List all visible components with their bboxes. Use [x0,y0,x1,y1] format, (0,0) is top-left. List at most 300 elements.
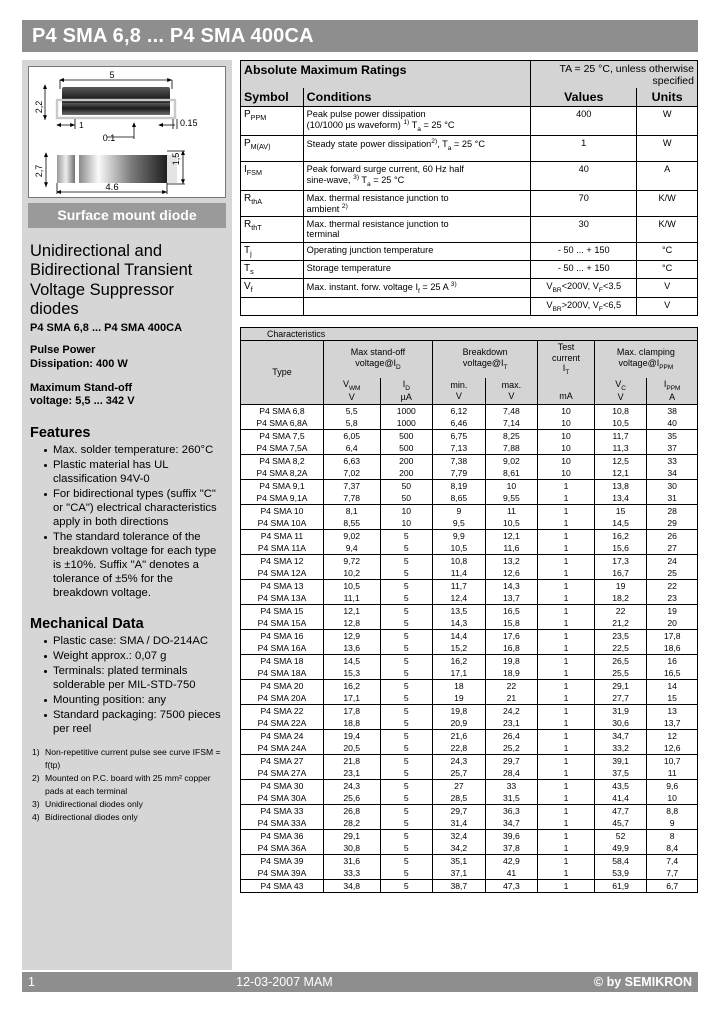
cell-value: 1000 [380,417,433,430]
cell-value: 35,1 [433,854,486,867]
cell-value: 6,05 [323,429,380,442]
cell-value: 16,8 [485,642,538,655]
cell-value: 11 [647,767,698,780]
list-item: Plastic material has UL classification 94V-0 [44,458,224,486]
amr-symbol: $P_{PPM}$ [241,107,304,136]
cell-type: P4 SMA 39 [241,854,324,867]
cell-value: 22 [485,679,538,692]
table-header-row [241,61,698,89]
cell-value: 41,4 [594,792,647,805]
cell-type: P4 SMA 33 [241,804,324,817]
cell-value: 42,9 [485,854,538,867]
cell-value: 1 [538,567,595,580]
characteristics-title: Characteristics [241,327,698,340]
cell-value: 10,8 [433,554,486,567]
footnote [32,798,224,810]
cell-value: 1 [538,479,595,492]
cell-value: 14,3 [485,579,538,592]
cell-type: P4 SMA 33A [241,817,324,830]
cell-value: 14,5 [323,654,380,667]
cell-value: 13,7 [647,717,698,730]
table-row [241,779,698,792]
footnote-marker: 2) [32,773,40,784]
cell-value: 18,8 [323,717,380,730]
cell-type: P4 SMA 8,2A [241,467,324,480]
package-caption: Surface mount diode [28,203,226,228]
cell-value: 37,8 [485,842,538,855]
cell-value: 11,3 [594,442,647,455]
cell-value: 31,5 [485,792,538,805]
table-row [241,504,698,517]
cell-value: 1 [538,654,595,667]
cell-type: P4 SMA 43 [241,879,324,892]
cell-value: 11 [485,504,538,517]
cell-value: 38,7 [433,879,486,892]
standoff-line-2: voltage: 5,5 ... 342 V [30,395,135,408]
footnotes-list [30,746,224,824]
table-row [241,467,698,480]
cell-value: 31 [647,492,698,505]
table-row [241,417,698,430]
table-row [241,642,698,655]
cell-value: 18 [433,679,486,692]
cell-value: 23 [647,592,698,605]
standoff-line-1: Maximum Stand-off [30,381,133,394]
cell-value: 23,5 [594,629,647,642]
cell-value: 5 [380,567,433,580]
cell-value: 7,37 [323,479,380,492]
cell-value: 9,9 [433,529,486,542]
list-item: Mounting position: any [44,693,224,707]
cell-value: 1 [538,617,595,630]
table-row [241,829,698,842]
cell-value: 1 [538,717,595,730]
amr-symbol: $T_j$ [241,242,304,260]
col-type: Type [241,340,324,404]
cell-value: 12,1 [485,529,538,542]
svg-text:2,2: 2,2 [34,100,44,114]
cell-value: 18,2 [594,592,647,605]
cell-value: 7,78 [323,492,380,505]
cell-value: 10 [538,454,595,467]
cell-value: 5,5 [323,404,380,417]
table-row [241,529,698,542]
amr-conditions: Steady state power dissipation$^{2)}$, $T_a = 25$ °C [303,135,530,161]
table-row [241,567,698,580]
amr-symbol [241,297,304,315]
cell-value: 50 [380,479,433,492]
col-symbol: Symbol [241,88,304,107]
cell-value: 27 [433,779,486,792]
cell-value: 27,7 [594,692,647,705]
footnote-text: Non-repetitive current pulse see curve IFSM = f(tp) [45,747,221,770]
cell-value: 5 [380,579,433,592]
page-title: P4 SMA 6,8 ... P4 SMA 400CA [22,20,698,52]
cell-value: 17,3 [594,554,647,567]
cell-type: P4 SMA 7,5A [241,442,324,455]
cell-value: 1 [538,754,595,767]
product-description-title [30,242,224,319]
cell-value: 15 [647,692,698,705]
cell-value: 10 [380,517,433,530]
footnote-text: Bidirectional diodes only [45,812,138,823]
table-row [241,404,698,417]
cell-value: 5 [380,842,433,855]
cell-value: 6,75 [433,429,486,442]
cell-value: 16,2 [433,654,486,667]
cell-value: 33 [485,779,538,792]
cell-value: 12,6 [647,742,698,755]
cell-value: 5 [380,629,433,642]
sub-ippm: $I_{PPM}$ A [647,378,698,405]
cell-type: P4 SMA 12A [241,567,324,580]
table-row [241,297,698,315]
cell-value: 7,88 [485,442,538,455]
sub-vwm: $V_{WM}$ V [323,378,380,405]
amr-value: - 50 ... + 150 [531,242,637,260]
table-row [241,107,698,136]
table-row [241,242,698,260]
cell-value: 24 [647,554,698,567]
cell-type: P4 SMA 11A [241,542,324,555]
table-row [241,679,698,692]
cell-value: 500 [380,442,433,455]
cell-type: P4 SMA 22A [241,717,324,730]
cell-value: 1 [538,629,595,642]
cell-value: 5 [380,817,433,830]
cell-value: 1 [538,867,595,880]
cell-type: P4 SMA 13A [241,592,324,605]
cell-type: P4 SMA 9,1 [241,479,324,492]
cell-value: 1 [538,554,595,567]
cell-value: 7,38 [433,454,486,467]
cell-value: 23,1 [485,717,538,730]
cell-value: 41 [485,867,538,880]
table-group-header-row [241,340,698,377]
cell-value: 8,8 [647,804,698,817]
cell-value: 5 [380,554,433,567]
cell-value: 33,2 [594,742,647,755]
cell-value: 14,3 [433,617,486,630]
cell-value: 5 [380,679,433,692]
cell-value: 21 [485,692,538,705]
cell-value: 11,1 [323,592,380,605]
cell-value: 9 [433,504,486,517]
cell-value: 22,5 [594,642,647,655]
content-columns [22,60,698,970]
amr-conditions: Peak forward surge current, 60 Hz half sine-wave, $^{3)}$ $T_a = 25$ °C [303,161,530,190]
svg-text:0.1: 0.1 [102,133,116,143]
list-item: Weight approx.: 0,07 g [44,649,224,663]
table-row [241,717,698,730]
cell-value: 5 [380,767,433,780]
cell-value: 13,5 [433,604,486,617]
footnote-text: Unidirectional diodes only [45,799,143,809]
cell-value: 27 [647,542,698,555]
cell-type: P4 SMA 16A [241,642,324,655]
cell-value: 9,5 [433,517,486,530]
cell-value: 5 [380,642,433,655]
cell-value: 5 [380,742,433,755]
cell-type: P4 SMA 24 [241,729,324,742]
cell-value: 47,7 [594,804,647,817]
cell-value: 9,02 [323,529,380,542]
cell-value: 10,5 [594,417,647,430]
cell-value: 26,4 [485,729,538,742]
table-row [241,767,698,780]
cell-value: 9,6 [647,779,698,792]
cell-value: 28,2 [323,817,380,830]
cell-value: 12,1 [323,604,380,617]
cell-type: P4 SMA 27A [241,767,324,780]
cell-value: 1 [538,517,595,530]
cell-value: 5,8 [323,417,380,430]
cell-value: 12,5 [594,454,647,467]
cell-value: 16,7 [594,567,647,580]
amr-symbol: $I_{FSM}$ [241,161,304,190]
cell-value: 10 [538,429,595,442]
cell-value: 38 [647,404,698,417]
cell-type: P4 SMA 36A [241,842,324,855]
table-row [241,216,698,242]
cell-value: 5 [380,542,433,555]
cell-value: 34,7 [485,817,538,830]
table-column-header-row [241,88,698,107]
cell-value: 30 [647,479,698,492]
mechanical-list [30,634,224,736]
footnote [32,811,224,823]
page-footer [22,972,698,992]
col-units: Units [637,88,698,107]
cell-value: 32,4 [433,829,486,842]
cell-type: P4 SMA 20A [241,692,324,705]
cell-value: 26,8 [323,804,380,817]
absolute-maximum-ratings-table [240,60,698,316]
cell-value: 9,4 [323,542,380,555]
cell-value: 26,5 [594,654,647,667]
cell-value: 1000 [380,404,433,417]
cell-value: 21,6 [433,729,486,742]
cell-value: 1 [538,542,595,555]
cell-type: P4 SMA 18A [241,667,324,680]
cell-value: 10,7 [647,754,698,767]
cell-value: 8,4 [647,842,698,855]
cell-value: 1 [538,679,595,692]
table-row [241,278,698,297]
cell-value: 8,25 [485,429,538,442]
cell-value: 10 [485,479,538,492]
table-row [241,454,698,467]
sub-max: max. V [485,378,538,405]
amr-value: 400 [531,107,637,136]
cell-value: 35 [647,429,698,442]
cell-value: 14,5 [594,517,647,530]
cell-value: 1 [538,879,595,892]
cell-value: 7,02 [323,467,380,480]
cell-value: 7,79 [433,467,486,480]
cell-value: 7,7 [647,867,698,880]
amr-unit: W [637,107,698,136]
cell-value: 10,5 [485,517,538,530]
table-row [241,854,698,867]
cell-value: 9,55 [485,492,538,505]
cell-value: 25,5 [594,667,647,680]
cell-value: 29 [647,517,698,530]
amr-unit: A [637,161,698,190]
cell-value: 43,5 [594,779,647,792]
cell-value: 24,3 [433,754,486,767]
table-row [241,879,698,892]
cell-value: 16,5 [485,604,538,617]
table-row [241,135,698,161]
cell-value: 28,4 [485,767,538,780]
cell-value: 10 [538,417,595,430]
cell-value: 13,8 [594,479,647,492]
cell-value: 10,8 [594,404,647,417]
cell-value: 52 [594,829,647,842]
cell-value: 5 [380,792,433,805]
cell-value: 19,8 [433,704,486,717]
pulse-power-line-2: Dissipation: 400 W [30,357,128,370]
cell-value: 5 [380,829,433,842]
cell-value: 5 [380,804,433,817]
cell-value: 8,61 [485,467,538,480]
sub-min: min. V [433,378,486,405]
cell-value: 61,9 [594,879,647,892]
amr-unit: V [637,278,698,297]
amr-unit: V [637,297,698,315]
cell-value: 5 [380,604,433,617]
cell-value: 34,8 [323,879,380,892]
cell-value: 13,2 [485,554,538,567]
cell-type: P4 SMA 36 [241,829,324,842]
cell-value: 1 [538,704,595,717]
cell-value: 6,4 [323,442,380,455]
cell-value: 1 [538,792,595,805]
amr-conditions: Operating junction temperature [303,242,530,260]
cell-value: 22 [594,604,647,617]
characteristics-rows [241,404,698,892]
footnote-marker: 3) [32,799,40,809]
cell-value: 15,2 [433,642,486,655]
amr-value: 30 [531,216,637,242]
cell-value: 1 [538,592,595,605]
amr-condition: TA = 25 °C, unless otherwise specified [531,61,698,89]
cell-value: 33 [647,454,698,467]
cell-value: 14 [647,679,698,692]
cell-value: 49,9 [594,842,647,855]
cell-value: 1 [538,742,595,755]
cell-value: 10,5 [433,542,486,555]
amr-value: $V_{BR}<200V$, $V_F<3.5$ [531,278,637,297]
cell-value: 36,3 [485,804,538,817]
table-row [241,442,698,455]
table-row [241,554,698,567]
svg-text:5: 5 [109,70,115,80]
amr-symbol: $R_{thA}$ [241,190,304,216]
table-row [241,260,698,278]
cell-value: 17,8 [323,704,380,717]
cell-value: 24,2 [485,704,538,717]
cell-value: 12,9 [323,629,380,642]
cell-value: 200 [380,454,433,467]
cell-value: 37,1 [433,867,486,880]
cell-value: 11,7 [594,429,647,442]
cell-value: 17,1 [433,667,486,680]
cell-value: 14,4 [433,629,486,642]
cell-value: 12,1 [594,467,647,480]
cell-value: 53,9 [594,867,647,880]
right-content [240,60,698,893]
cell-value: 24,3 [323,779,380,792]
cell-value: 5 [380,654,433,667]
cell-value: 8,65 [433,492,486,505]
amr-symbol: $R_{thT}$ [241,216,304,242]
cell-value: 34 [647,467,698,480]
cell-type: P4 SMA 27 [241,754,324,767]
cell-value: 29,1 [594,679,647,692]
cell-value: 17,6 [485,629,538,642]
cell-value: 5 [380,592,433,605]
table-row [241,842,698,855]
cell-value: 1 [538,829,595,842]
cell-value: 28 [647,504,698,517]
mechanical-heading: Mechanical Data [30,616,144,633]
list-item: Standard packaging: 7500 pieces per reel [44,708,224,736]
list-item: The standard tolerance of the breakdown voltage for each type is ±10%. Suffix "A" denotes a tolerance of ±5% for the breakdown voltage. [44,530,224,600]
cell-value: 1 [538,492,595,505]
footnote [32,746,224,771]
svg-text:0.15: 0.15 [180,118,198,128]
cell-value: 500 [380,429,433,442]
cell-value: 7,14 [485,417,538,430]
table-row [241,792,698,805]
cell-value: 30,8 [323,842,380,855]
cell-value: 13,6 [323,642,380,655]
table-header-row [241,327,698,340]
cell-value: 1 [538,854,595,867]
amr-conditions: Max. thermal resistance junction to ambient $^{2)}$ [303,190,530,216]
amr-unit: W [637,135,698,161]
svg-text:1,5: 1,5 [171,152,181,166]
cell-value: 6,46 [433,417,486,430]
cell-value: 31,9 [594,704,647,717]
table-row [241,754,698,767]
cell-type: P4 SMA 15A [241,617,324,630]
cell-value: 19 [647,604,698,617]
cell-type: P4 SMA 39A [241,867,324,880]
cell-value: 29,7 [485,754,538,767]
cell-value: 30,6 [594,717,647,730]
cell-value: 11,7 [433,579,486,592]
cell-value: 7,13 [433,442,486,455]
cell-type: P4 SMA 30 [241,779,324,792]
cell-value: 12,4 [433,592,486,605]
cell-value: 1 [538,817,595,830]
desc-line-3: Voltage Suppressor [30,280,175,299]
cell-value: 8,19 [433,479,486,492]
cell-value: 21,2 [594,617,647,630]
product-range: P4 SMA 6,8 ... P4 SMA 400CA [30,322,183,335]
cell-value: 1 [538,529,595,542]
cell-value: 9 [647,817,698,830]
footer-copyright: © by SEMIKRON [593,975,692,989]
cell-value: 12,8 [323,617,380,630]
cell-type: P4 SMA 18 [241,654,324,667]
cell-value: 1 [538,579,595,592]
desc-line-4: diodes [30,299,79,318]
cell-value: 13,4 [594,492,647,505]
